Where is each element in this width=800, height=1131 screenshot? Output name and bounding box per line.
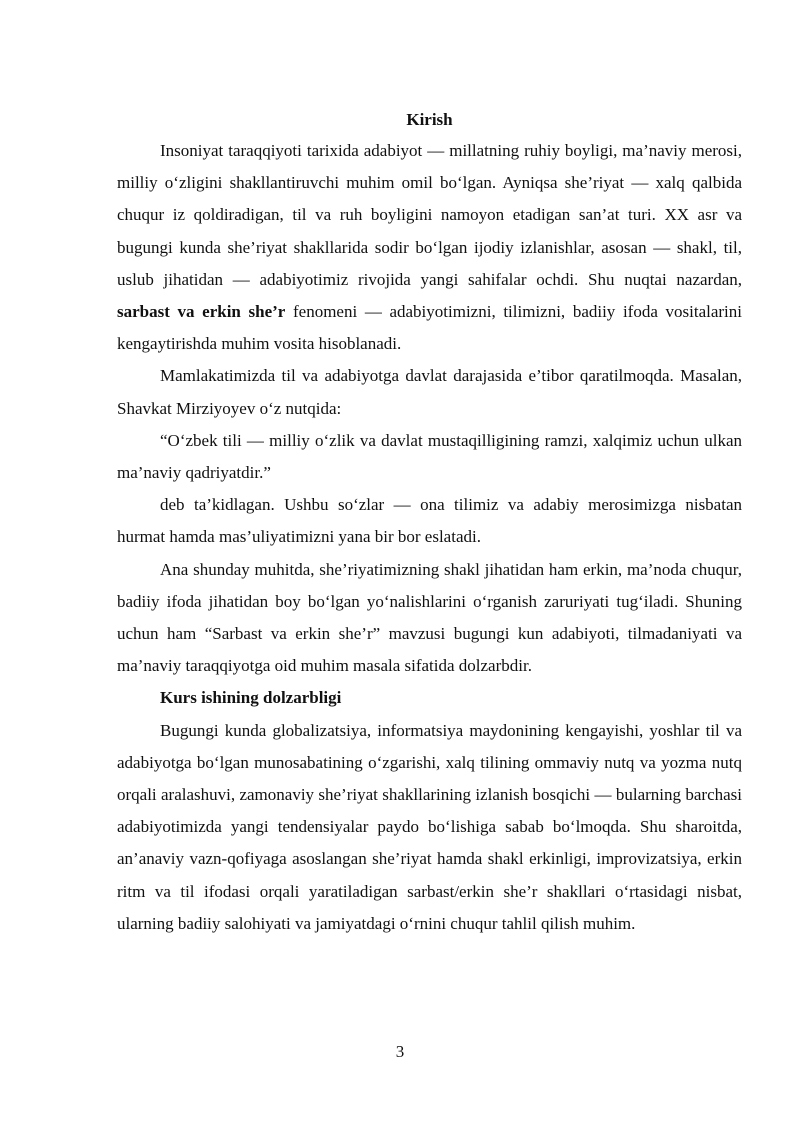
subsection-title: Kurs ishining dolzarbligi	[160, 688, 342, 708]
section-title: Kirish	[406, 110, 453, 129]
paragraph-intro-text: Insoniyat taraqqiyoti tarixida adabiyot — millatning ruhiy boyligi, ma’naviy merosi, milliy o‘zligini shakllantiruvchi muhim omil bo‘lgan. Ayniqsa she’riyat — xalq qalbida chuqur iz qoldiradigan, til va ruh boyligini namoyon etadigan san’at turi. XX asr va bugungi kunda she’riyat shakllarida sodir bo‘lgan ijodiy izlanishlar, asosan — shakl, til, uslub jihatidan — adabiyotimiz rivojida yangi sahifalar ochdi. Shu nuqtai nazardan,	[117, 141, 742, 289]
paragraph-intro	[117, 135, 742, 360]
page-number: 3	[395, 1042, 405, 1061]
paragraph-state-attention: Mamlakatimizda til va adabiyotga davlat darajasida e’tibor qaratilmoqda. Masalan, Shavkat Mirziyoyev o‘z nutqida:	[117, 366, 742, 418]
page-body	[117, 105, 742, 940]
paragraph-intro-text-end: fenomeni — adabiyotimizni, tilimizni, badiiy ifoda vositalarini kengaytirishda muhim vosita hisoblanadi.	[117, 302, 742, 354]
paragraph-environment: Ana shunday muhitda, she’riyatimizning shakl jihatidan ham erkin, ma’noda chuqur, badiiy ifoda jihatidan boy bo‘lgan yo‘nalishlarini o‘rganish zaruriyati tug‘iladi. Shuning uchun ham “Sarbast va erkin she’r” mavzusi bugungi kun adabiyoti, tilmadaniyati va ma’naviy taraqqiyotga oid muhim masala sifatida dolzarbdir.	[117, 559, 742, 676]
paragraph-intro-emphasis: sarbast va erkin she’r	[117, 302, 286, 322]
paragraph-quote: “O‘zbek tili — milliy o‘zlik va davlat mustaqilligining ramzi, xalqimiz uchun ulkan ma’naviy qadriyatdir.”	[117, 430, 742, 483]
paragraph-relevance: Bugungi kunda globalizatsiya, informatsiya maydonining kengayishi, yoshlar til va adabiyotga bo‘lgan munosabatining o‘zgarishi, xalq tilining ommaviy nutq va yozma nutq orqali aralashuvi, zamonaviy she’riyat shakllarining izlanish bosqichi — bularning barchasi adabiyotimizda yangi tendensiyalar paydo bo‘lishiga sabab bo‘lmoqda. Shu sharoitda, an’anaviy vazn-qofiyaga asoslangan she’riyat hamda shakl erkinligi, improvizatsiya, erkin ritm va til ifodasi orqali yaratiladigan sarbast/erkin she’r shakllari o‘rtasidagi nisbat, ularning badiiy salohiyati va jamiyatdagi o‘rnini chuqur tahlil qilish muhim.	[117, 720, 742, 933]
paragraph-quote-comment: deb ta’kidlagan. Ushbu so‘zlar — ona tilimiz va adabiy merosimizga nisbatan hurmat hamda mas’uliyatimizni yana bir bor eslatadi.	[117, 495, 742, 547]
